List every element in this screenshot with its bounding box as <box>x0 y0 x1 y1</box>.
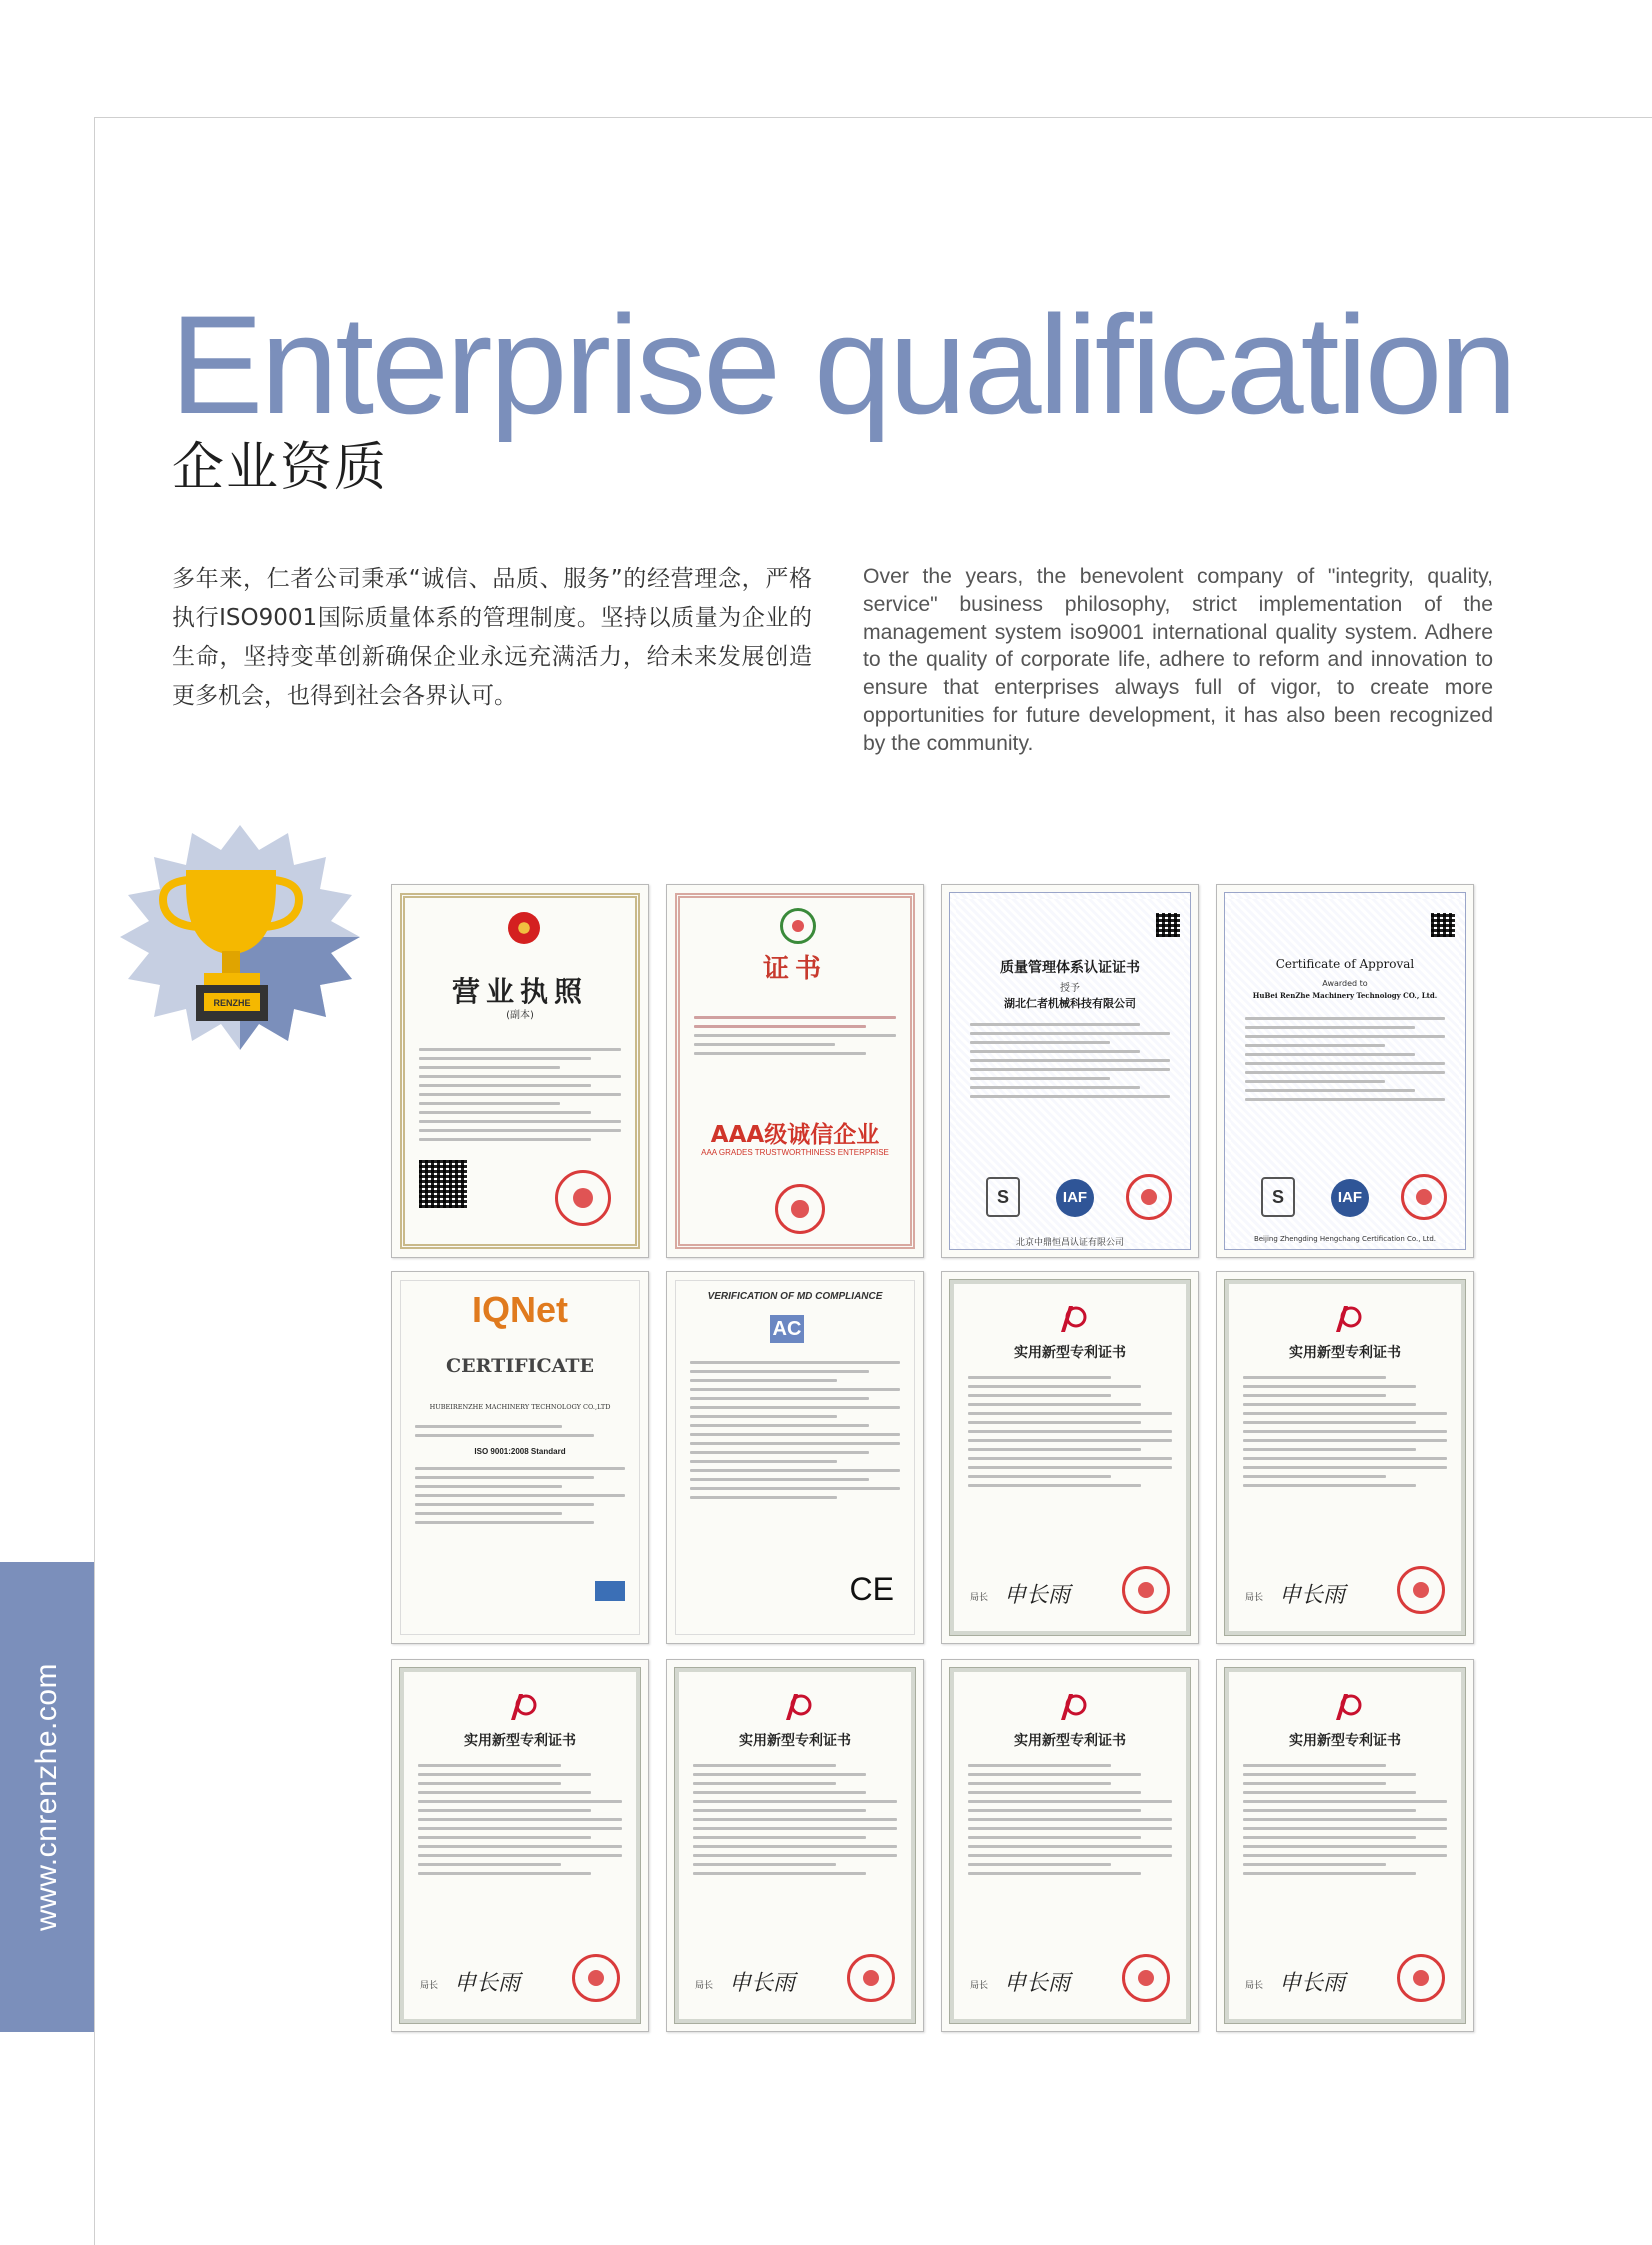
patent-office-logo-icon <box>776 1690 814 1724</box>
director-signature: 申长雨 <box>454 1971 521 1996</box>
certificate-standard: ISO 9001:2008 Standard <box>474 1447 566 1456</box>
certificate-patent-6 <box>1216 1659 1474 2032</box>
certificate-iqnet <box>391 1271 649 1644</box>
qr-code-icon <box>1156 913 1180 937</box>
side-tab <box>0 1562 94 2032</box>
director-signature: 申长雨 <box>1004 1971 1071 1996</box>
certificate-title: 实用新型专利证书 <box>739 1733 851 1749</box>
certificate-approval-en <box>1216 884 1474 1258</box>
certificate-quality-management-cn <box>941 884 1199 1258</box>
ac-logo-icon: AC <box>770 1315 804 1343</box>
trophy-plate-label: RENZHE <box>213 998 251 1008</box>
patent-office-logo-icon <box>1051 1302 1089 1336</box>
intro-text-english: Over the years, the benevolent company of "integrity, quality, service" business philosophy, strict implementation of the management system iso9001 international quality system. Adhere to the quality of corporate life, adhere to reform and innovation to ensure that enterprises always full of vigor, to create more opportunities for future development, it has also been recognized by the community. <box>863 565 1493 755</box>
authority-label: 局长 <box>1245 1981 1264 1991</box>
national-emblem-icon <box>508 912 540 944</box>
director-signature: 申长雨 <box>729 1971 796 1996</box>
authority-label: 局长 <box>695 1981 714 1991</box>
authority-label: 局长 <box>1245 1593 1264 1603</box>
green-emblem-icon <box>780 908 816 944</box>
director-signature: 申长雨 <box>1004 1583 1071 1608</box>
cqm-logo-icon <box>595 1581 625 1601</box>
trophy-icon <box>118 825 363 1050</box>
red-seal-icon <box>1401 1174 1447 1220</box>
certificate-aaa-credit <box>666 884 924 1258</box>
website-url: www.cnrenzhe.com <box>30 1662 63 1932</box>
certificate-title: 实用新型专利证书 <box>464 1733 576 1749</box>
certification-mark-icon: S <box>1261 1177 1295 1217</box>
certificate-md-compliance <box>666 1271 924 1644</box>
certificate-company: HUBEIRENZHE MACHINERY TECHNOLOGY CO.,LTD <box>429 1403 611 1411</box>
certificate-title: 营业执照 <box>451 975 588 1008</box>
patent-office-logo-icon <box>1326 1690 1364 1724</box>
red-seal-icon <box>775 1184 825 1234</box>
red-seal-icon <box>555 1170 611 1226</box>
page-title: Enterprise qualification <box>170 286 1515 443</box>
certificate-headline: AAA级诚信企业 <box>710 1122 880 1148</box>
certificate-title: CERTIFICATE <box>446 1355 594 1377</box>
intro-text-chinese: 多年来，仁者公司秉承“诚信、品质、服务”的经营理念，严格执行ISO9001国际质量体系的管理制度。坚持以质量为企业的生命，坚持变革创新确保企业永远充满活力，给未来发展创造更多机会，也得到社会各界认可。 <box>172 566 812 709</box>
certificate-title: 实用新型专利证书 <box>1289 1345 1401 1361</box>
certificate-title: 证书 <box>762 954 827 984</box>
certificate-patent-5 <box>941 1659 1199 2032</box>
certificate-patent-4 <box>666 1659 924 2032</box>
certificate-title: VERIFICATION OF MD COMPLIANCE <box>707 1291 883 1302</box>
certificate-business-license <box>391 884 649 1258</box>
iaf-logo-icon: IAF <box>1331 1179 1369 1217</box>
red-seal-icon <box>1126 1174 1172 1220</box>
patent-office-logo-icon <box>1051 1690 1089 1724</box>
authority-label: 局长 <box>970 1593 989 1603</box>
red-seal-icon <box>1122 1954 1170 2002</box>
certification-mark-icon: S <box>986 1177 1020 1217</box>
authority-label: 局长 <box>970 1981 989 1991</box>
certificate-title: Certificate of Approval <box>1275 957 1415 971</box>
certificate-patent-1 <box>941 1271 1199 1644</box>
authority-label: 局长 <box>420 1981 439 1991</box>
certificate-patent-3 <box>391 1659 649 2032</box>
patent-office-logo-icon <box>501 1690 539 1724</box>
certificate-grant: 授予 <box>1060 983 1080 994</box>
red-seal-icon <box>572 1954 620 2002</box>
certificate-issuer: Beijing Zhengding Hengchang Certification Co., Ltd. <box>1253 1235 1437 1243</box>
ce-mark-icon: CE <box>849 1571 894 1607</box>
director-signature: 申长雨 <box>1279 1583 1346 1608</box>
iaf-logo-icon: IAF <box>1056 1179 1094 1217</box>
page-subtitle: 企业资质 <box>172 438 389 498</box>
trophy-badge <box>118 825 363 1050</box>
certificate-awarded: Awarded to <box>1322 979 1368 988</box>
iqnet-logo: IQNet <box>471 1289 568 1330</box>
certificate-patent-2 <box>1216 1271 1474 1644</box>
certificate-title: 实用新型专利证书 <box>1014 1345 1126 1361</box>
certificate-title: 实用新型专利证书 <box>1014 1733 1126 1749</box>
certificate-tagline: AAA GRADES TRUSTWORTHINESS ENTERPRISE <box>701 1148 889 1157</box>
red-seal-icon <box>1397 1954 1445 2002</box>
certificate-company: 湖北仁者机械科技有限公司 <box>1004 997 1136 1010</box>
certificate-title: 质量管理体系认证证书 <box>1000 960 1140 976</box>
certificate-title: 实用新型专利证书 <box>1289 1733 1401 1749</box>
red-seal-icon <box>1122 1566 1170 1614</box>
qr-code-icon <box>1431 913 1455 937</box>
patent-office-logo-icon <box>1326 1302 1364 1336</box>
certificate-company: HuBei RenZhe Machinery Technology CO., Ltd. <box>1252 991 1438 1000</box>
red-seal-icon <box>1397 1566 1445 1614</box>
certificate-subtitle: (副本) <box>506 1010 534 1021</box>
red-seal-icon <box>847 1954 895 2002</box>
director-signature: 申长雨 <box>1279 1971 1346 1996</box>
qr-code-icon <box>419 1160 467 1208</box>
certificate-issuer: 北京中鼎恒昌认证有限公司 <box>1015 1238 1124 1248</box>
